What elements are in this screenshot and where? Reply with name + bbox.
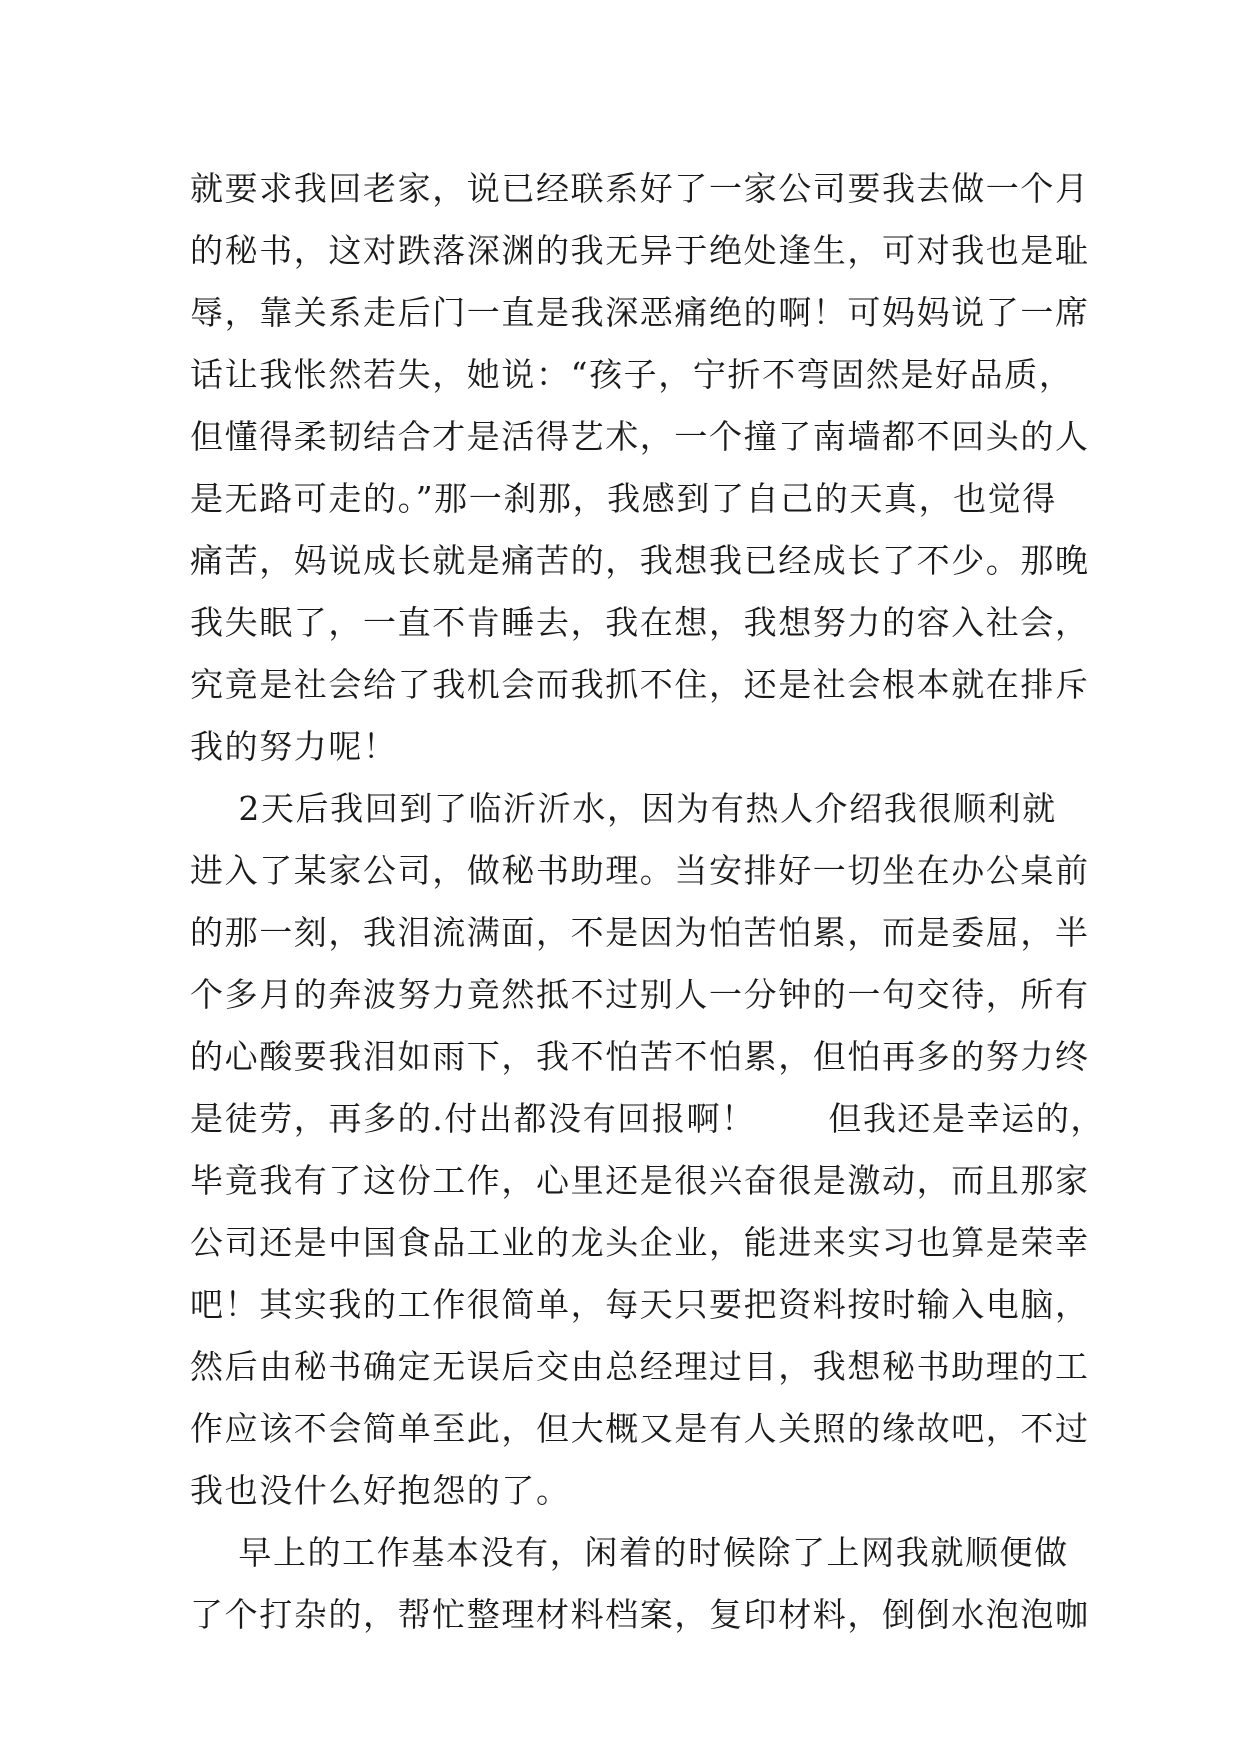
text-line: 就要求我回老家，说已经联系好了一家公司要我去做一个月 [190, 169, 1090, 208]
text-line: 2天后我回到了临沂沂水，因为有热人介绍我很顺利就 [190, 789, 1057, 828]
text-line: 个多月的奔波努力竟然抵不过别人一分钟的一句交待，所有 [190, 975, 1090, 1014]
text-line: 进入了某家公司，做秘书助理。当安排好一切坐在办公桌前 [190, 851, 1090, 890]
text-line: 了个打杂的，帮忙整理材料档案，复印材料，倒倒水泡泡咖 [190, 1595, 1090, 1634]
text-line: 然后由秘书确定无误后交由总经理过目，我想秘书助理的工 [190, 1347, 1090, 1386]
text-line: 话让我怅然若失，她说：“孩子，宁折不弯固然是好品质， [190, 355, 1074, 394]
text-line: 我的努力呢！ [190, 727, 398, 766]
text-line: 早上的工作基本没有，闲着的时候除了上网我就顺便做 [190, 1533, 1069, 1572]
text-line: 痛苦，妈说成长就是痛苦的，我想我已经成长了不少。那晚 [190, 541, 1090, 580]
text-line: 的心酸要我泪如雨下，我不怕苦不怕累，但怕再多的努力终 [190, 1037, 1090, 1076]
text-line: 毕竟我有了这份工作，心里还是很兴奋很是激动，而且那家 [190, 1161, 1090, 1200]
text-line: 是无路可走的。”那一刹那，我感到了自己的天真，也觉得 [190, 479, 1057, 518]
text-line: 是徒劳，再多的.付出都没有回报啊！ 但我还是幸运的， [190, 1099, 1106, 1138]
text-line: 吧！其实我的工作很简单，每天只要把资料按时输入电脑， [190, 1285, 1090, 1324]
text-line: 但懂得柔韧结合才是活得艺术，一个撞了南墙都不回头的人 [190, 417, 1090, 456]
text-line: 我也没什么好抱怨的了。 [190, 1471, 571, 1510]
text-line: 公司还是中国食品工业的龙头企业，能进来实习也算是荣幸 [190, 1223, 1090, 1262]
text-line: 我失眠了，一直不肯睡去，我在想，我想努力的容入社会， [190, 603, 1090, 642]
document-body [190, 158, 1106, 1646]
text-line: 究竟是社会给了我机会而我抓不住，还是社会根本就在排斥 [190, 665, 1090, 704]
text-line: 的秘书，这对跌落深渊的我无异于绝处逢生，可对我也是耻 [190, 231, 1090, 270]
text-line: 的那一刻，我泪流满面，不是因为怕苦怕累，而是委屈，半 [190, 913, 1090, 952]
text-line: 辱，靠关系走后门一直是我深恶痛绝的啊！可妈妈说了一席 [190, 293, 1090, 332]
text-line: 作应该不会简单至此，但大概又是有人关照的缘故吧，不过 [190, 1409, 1090, 1448]
